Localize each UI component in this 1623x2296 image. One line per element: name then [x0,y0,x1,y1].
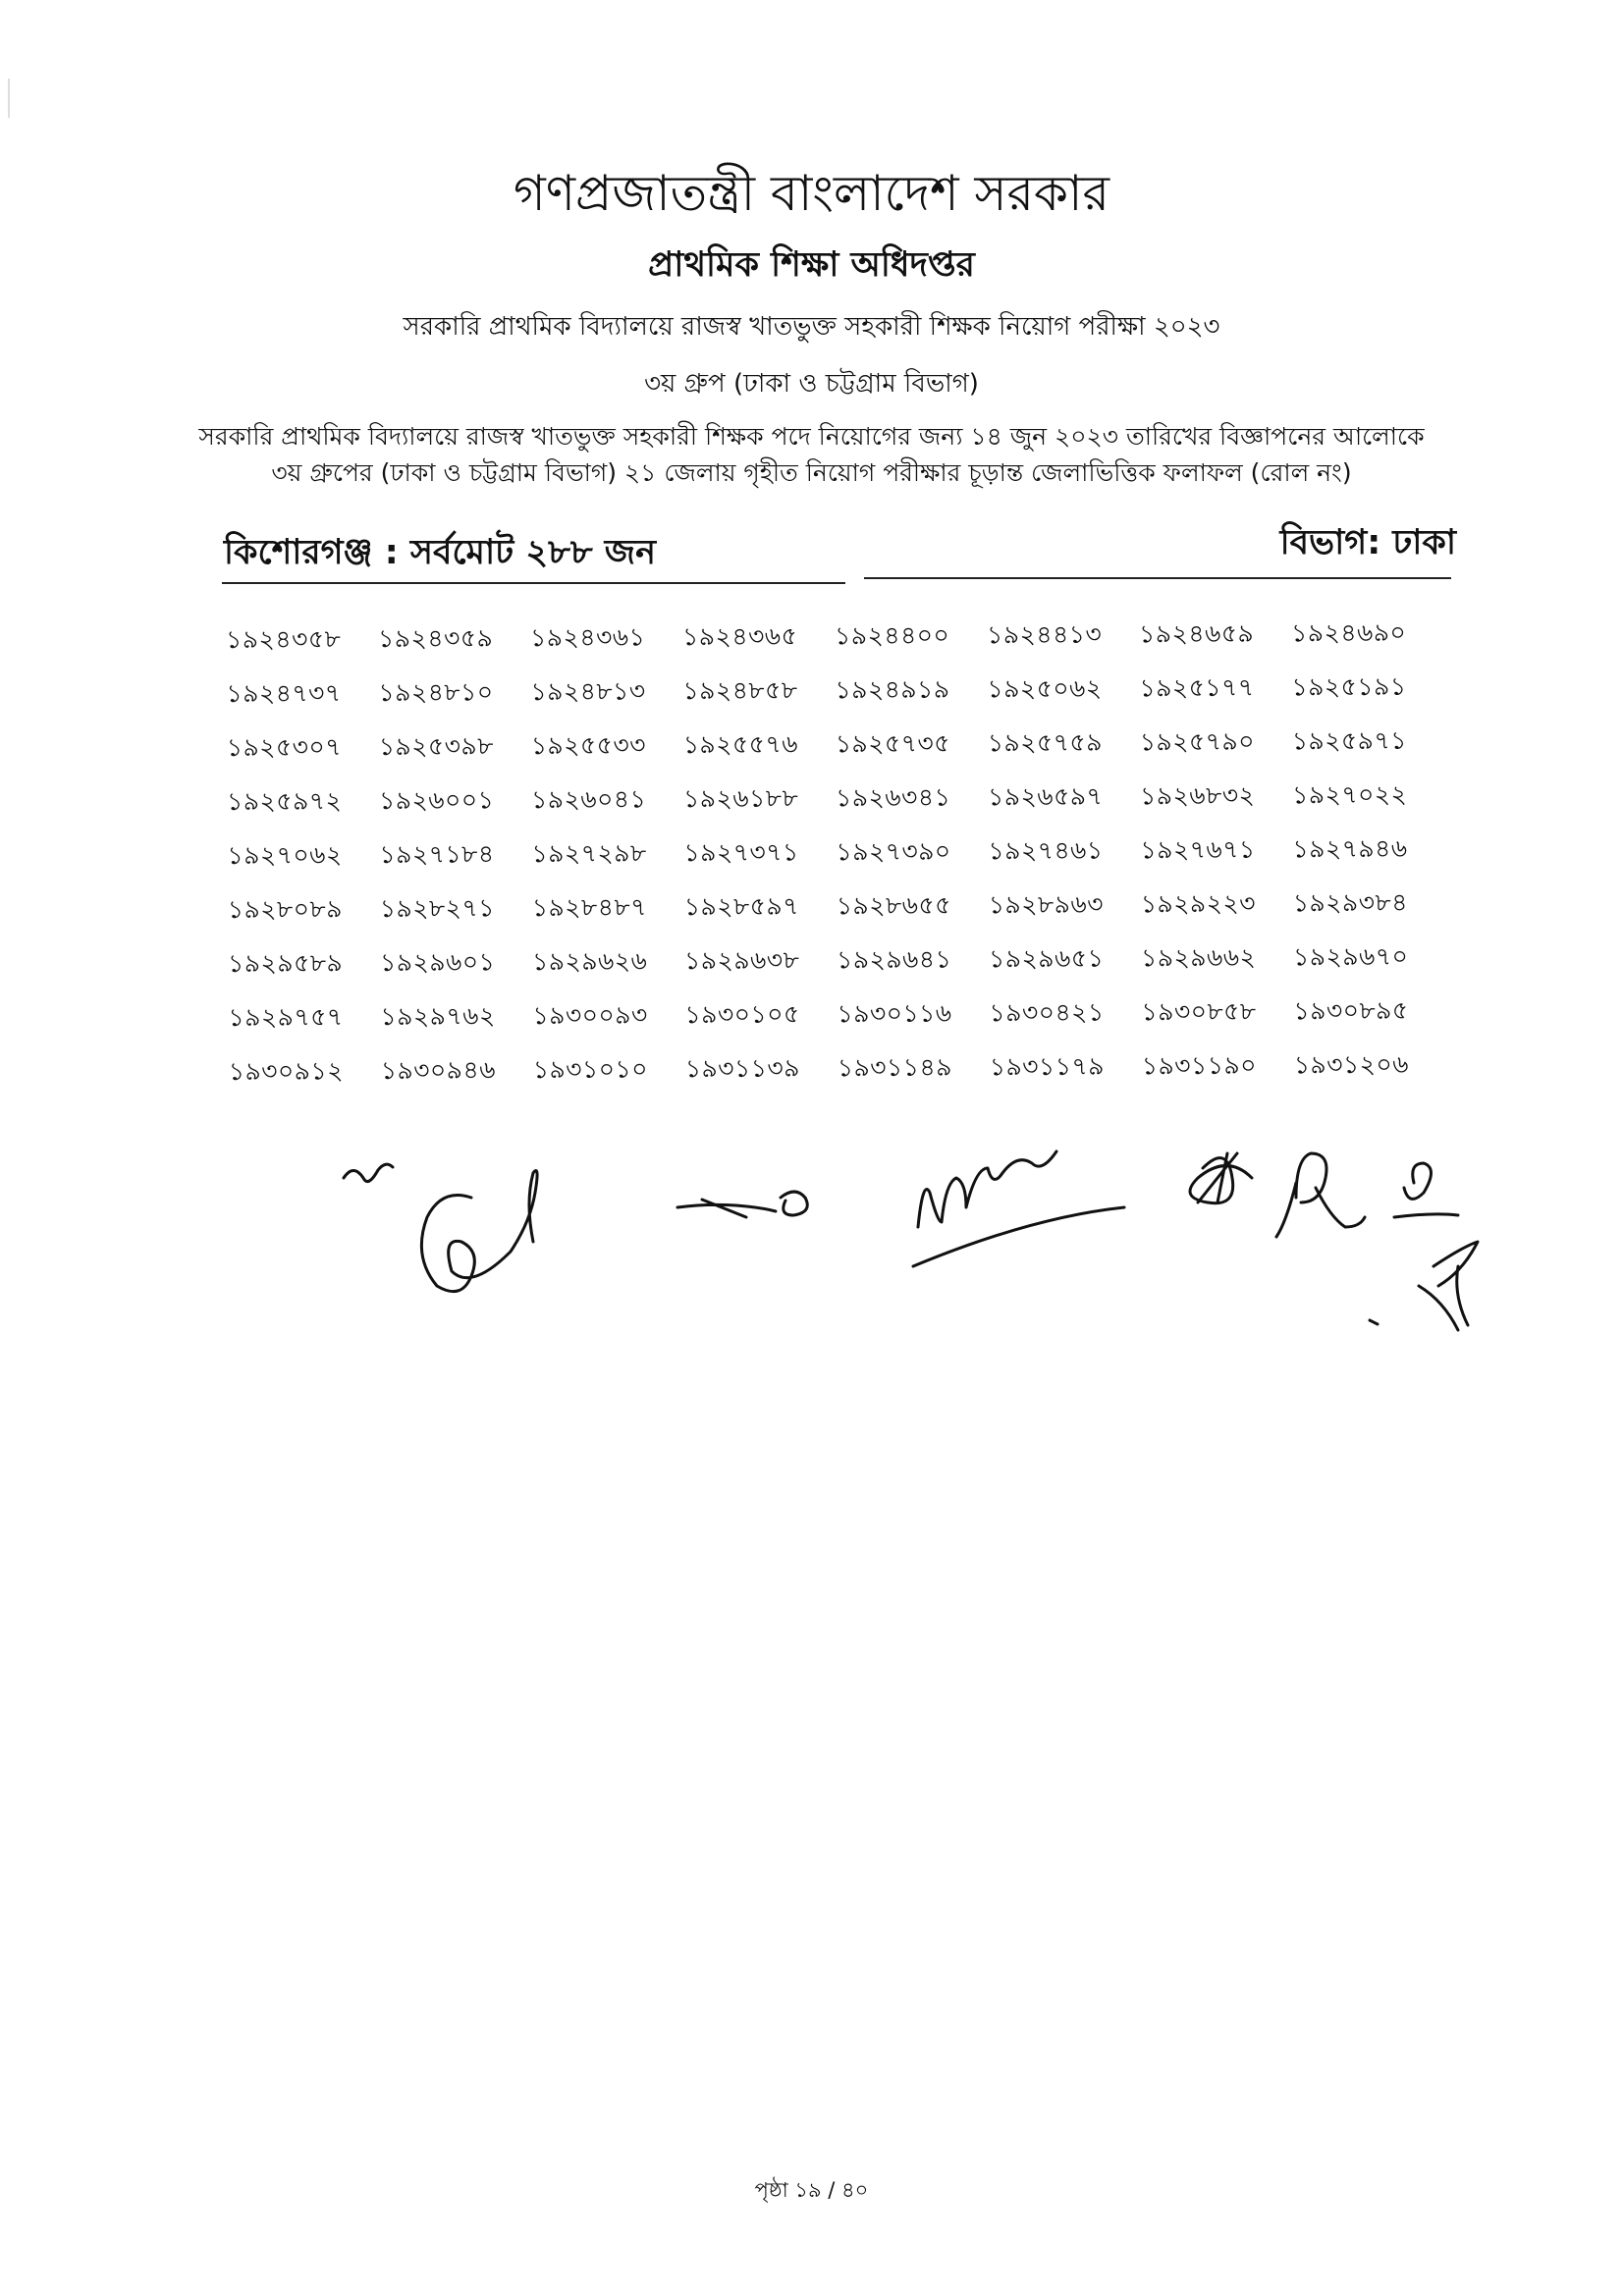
signature-7 [1370,1242,1478,1330]
roll-number: ১৯২৮৬৫৫ [836,890,951,921]
roll-number: ১৯২৬৩৪১ [836,782,951,813]
roll-number: ১৯২৯৫৮৯ [228,948,344,978]
roll-number: ১৯২৬০৪১ [531,784,647,815]
roll-number: ১৯২৮৪৮৭ [531,892,648,923]
roll-number: ১৯৩০০৯৩ [532,1000,648,1031]
roll-number: ১৯২৪৩৫৮ [226,624,342,654]
roll-number: ১৯২৪৭৩৭ [226,678,342,708]
roll-number: ১৯২৬৫৯৭ [988,781,1104,812]
roll-number: ১৯২৫৭৯০ [1139,726,1256,757]
roll-number: ১৯২৯৭৫৭ [228,1002,344,1032]
signature-5 [1276,1153,1365,1237]
roll-number: ১৯৩০৮৯৫ [1293,995,1409,1026]
roll-number: ১৯২৫১৭৭ [1139,672,1255,703]
roll-number: ১৯২৭০২২ [1292,779,1408,810]
roll-number: ১৯২৭৯৪৬ [1292,833,1408,864]
group-title: ৩য় গ্রুপ (ঢাকা ও চট্টগ্রাম বিভাগ) [644,369,979,399]
roll-number: ১৯২৫৭৫৯ [987,727,1103,758]
signature-6 [1394,1163,1458,1217]
department-title: প্রাথমিক শিক্ষা অধিদপ্তর [648,245,975,285]
roll-number: ১৯২৯৬০১ [380,947,496,978]
government-title: গণপ্রজাতন্ত্রী বাংলাদেশ সরকার [514,165,1109,222]
roll-number: ১৯২৪৩৫৯ [378,623,494,654]
roll-number: ১৯২৫৭৩৫ [835,728,951,759]
roll-number: ১৯২৮৫৯৭ [683,891,800,922]
signature-3 [913,1151,1124,1266]
roll-number: ১৯২৫৫৭৬ [682,729,799,760]
roll-number: ১৯৩০১১৬ [837,998,952,1029]
roll-number: ১৯২৭১৮৪ [379,839,495,870]
roll-number: ১৯২৭৬৭১ [1140,834,1256,865]
exam-title: সরকারি প্রাথমিক বিদ্যালয়ে রাজস্ব খাতভুক্ত সহকারী শিক্ষক নিয়োগ পরীক্ষা ২০২৩ [403,312,1220,342]
roll-number: ১৯২৪৮১৩ [530,676,646,707]
signature-4 [1190,1153,1252,1203]
roll-number: ১৯২৪৩৬৫ [682,621,798,652]
signature-1 [421,1171,537,1292]
roll-number: ১৯২৬০০১ [379,785,495,816]
roll-number: ১৯২৯৬৭০ [1293,941,1409,972]
roll-number: ১৯৩০৯১২ [228,1056,345,1086]
roll-number: ১৯৩০৪২১ [989,997,1105,1028]
roll-number: ১৯২৯৬৩৮ [684,945,800,976]
roll-number: ১৯২৮০৮৯ [227,894,344,924]
roll-number: ১৯২৫০৬২ [987,673,1103,704]
roll-number: ১৯২৫১৯১ [1291,671,1407,702]
roll-number: ১৯৩১১৭৯ [989,1051,1106,1082]
page-number: পৃষ্ঠা ১৯ / ৪০ [754,2178,869,2202]
roll-number: ১৯৩১২০৬ [1293,1049,1410,1080]
roll-number: ১৯২৮৯৬৩ [988,889,1105,920]
roll-number: ১৯২৫৯৭২ [227,786,343,816]
roll-number: ১৯২৯৬৪১ [837,944,952,975]
division-heading: বিভাগ: ঢাকা [1279,523,1456,562]
roll-number: ১৯২৫৩০৭ [226,732,343,762]
roll-number: ১৯৩০৮৫৮ [1141,996,1257,1027]
roll-number: ১৯২৭৩৯০ [836,836,951,867]
roll-number: ১৯৩০১০৫ [684,999,800,1030]
roll-number: ১৯২৯৬৬২ [1141,942,1257,973]
roll-number: ১৯৩১১৩৯ [684,1053,801,1084]
roll-number: ১৯২৬১৮৮ [683,783,799,814]
initial-mark-1 [344,1164,393,1181]
signature-2 [677,1192,807,1217]
roll-number: ১৯২৭৩৭১ [683,837,799,868]
roll-number: ১৯২৯৩৮৪ [1292,887,1408,918]
roll-number: ১৯২৭০৬২ [227,840,343,870]
scan-edge-mark [8,79,10,118]
roll-number: ১৯২৯৬৫১ [989,943,1105,974]
notice-line-1: সরকারি প্রাথমিক বিদ্যালয়ে রাজস্ব খাতভুক্ত সহকারী শিক্ষক পদে নিয়োগের জন্য ১৪ জুন ২০২৩ তারিখের বিজ্ঞাপনের আলোকে [198,422,1425,451]
roll-number: ১৯২৫৫৩৩ [530,730,647,761]
roll-number: ১৯৩০৯৪৬ [380,1055,497,1086]
roll-number: ১৯২৭২৯৮ [531,838,647,869]
roll-number: ১৯৩১১৯০ [1141,1050,1258,1081]
signature-block [314,1129,1492,1404]
heading-underline-left [222,582,845,584]
roll-number-grid [226,613,1446,1106]
notice-line-2: ৩য় গ্রুপের (ঢাকা ও চট্টগ্রাম বিভাগ) ২১ জেলায় গৃহীত নিয়োগ পরীক্ষার চূড়ান্ত জেলাভিত্তিক ফলাফল (রোল নং) [271,458,1352,487]
roll-number: ১৯২৫৩৯৮ [378,731,494,762]
heading-underline-right [864,577,1451,579]
roll-number: ১৯২৭৪৬১ [988,835,1104,866]
roll-number: ১৯২৯২২৩ [1140,888,1257,919]
roll-number: ১৯২৪৬৯০ [1291,617,1407,648]
roll-number: ১৯২৪৮১০ [378,677,494,708]
roll-number: ১৯২৫৯৭১ [1291,725,1407,756]
roll-number: ১৯৩১১৪৯ [837,1052,952,1083]
roll-number: ১৯২৪৪০০ [835,620,950,651]
district-heading: কিশোরগঞ্জ : সর্বমোট ২৮৮ জন [224,533,656,572]
roll-number: ১৯৩১০১০ [532,1054,649,1085]
roll-number: ১৯২৪৯১৯ [835,674,950,705]
roll-number: ১৯২৯৬২৬ [532,946,648,977]
roll-number: ১৯২৪৮৫৮ [682,675,798,706]
roll-number: ১৯২৪৬৫৯ [1139,618,1255,649]
roll-number: ১৯২৯৭৬২ [380,1001,496,1032]
roll-number: ১৯২৬৮৩২ [1140,780,1256,811]
roll-number: ১৯২৪৪১৩ [987,619,1103,650]
roll-number: ১৯২৪৩৬১ [530,622,646,653]
roll-number: ১৯২৮২৭১ [379,893,496,924]
